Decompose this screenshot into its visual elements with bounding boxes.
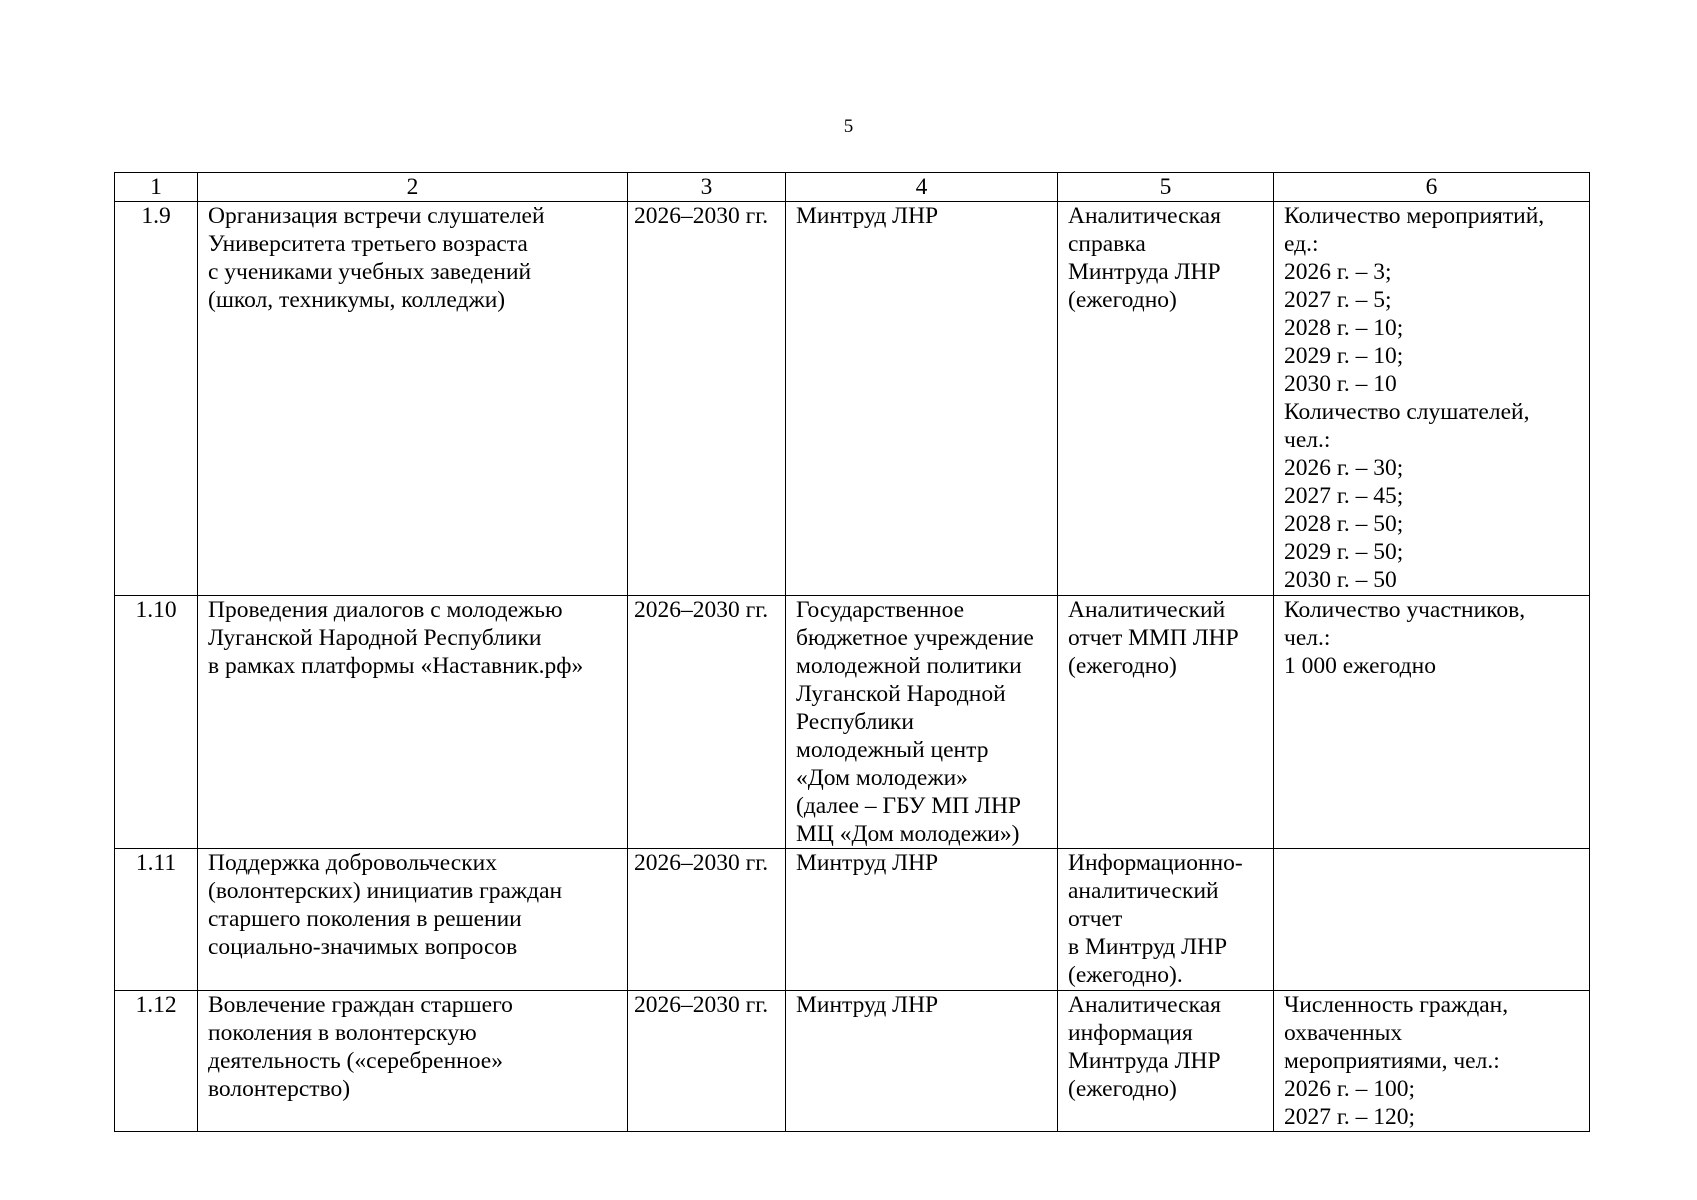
report-form-line: Минтруда ЛНР (1068, 259, 1221, 285)
report-form-line: отчет (1068, 906, 1123, 932)
executor-cell (786, 991, 1058, 1132)
period-cell: 2026–2030 гг. (628, 849, 786, 991)
event-name-line: Вовлечение граждан старшего (208, 992, 513, 1018)
event-name-cell (198, 849, 628, 991)
event-name-line: социально-значимых вопросов (208, 934, 518, 960)
period-cell: 2026–2030 гг. (628, 596, 786, 849)
indicators-line: 2027 г. – 5; (1284, 287, 1392, 313)
report-form-cell (1058, 596, 1274, 849)
executor-cell (786, 849, 1058, 991)
event-name-line: волонтерство) (208, 1076, 351, 1102)
report-form-line: отчет ММП ЛНР (1068, 625, 1239, 651)
report-form-line: Аналитический (1068, 597, 1226, 623)
column-header: 5 (1058, 173, 1274, 202)
executor-line: Минтруд ЛНР (796, 203, 939, 229)
event-name-line: Луганской Народной Республики (208, 625, 542, 651)
indicators-line: 2028 г. – 50; (1284, 511, 1404, 537)
report-form-line: (ежегодно) (1068, 653, 1177, 679)
report-form-line: Аналитическая (1068, 203, 1221, 229)
report-form-line: информация (1068, 1020, 1193, 1046)
report-form-line: Минтруда ЛНР (1068, 1048, 1221, 1074)
executor-line: Минтруд ЛНР (796, 992, 939, 1018)
indicators-line: 2030 г. – 50 (1284, 567, 1397, 593)
plan-table (114, 172, 1590, 1132)
report-form-cell (1058, 202, 1274, 596)
report-form-line: в Минтруд ЛНР (1068, 934, 1228, 960)
report-form-line: (ежегодно). (1068, 962, 1183, 988)
executor-line: Луганской Народной (796, 681, 1006, 707)
table-row (115, 849, 1590, 991)
indicators-line: 1 000 ежегодно (1284, 653, 1436, 679)
indicators-line: 2029 г. – 10; (1284, 343, 1404, 369)
table-row (115, 991, 1590, 1132)
indicators-line: 2028 г. – 10; (1284, 315, 1404, 341)
event-name-line: Проведения диалогов с молодежью (208, 597, 563, 623)
event-name-line: деятельность («серебренное» (208, 1048, 503, 1074)
indicators-cell (1274, 991, 1590, 1132)
report-form-line: аналитический (1068, 878, 1219, 904)
indicators-line: 2026 г. – 30; (1284, 455, 1404, 481)
executor-cell (786, 596, 1058, 849)
executor-line: МЦ «Дом молодежи») (796, 821, 1020, 847)
report-form-line: (ежегодно) (1068, 287, 1177, 313)
indicators-line: охваченных (1284, 1020, 1403, 1046)
event-name-line: старшего поколения в решении (208, 906, 522, 932)
table-header-row (115, 173, 1590, 202)
indicators-cell (1274, 596, 1590, 849)
event-name-cell (198, 991, 628, 1132)
event-name-line: (школ, техникумы, колледжи) (208, 287, 506, 313)
period-cell: 2026–2030 гг. (628, 991, 786, 1132)
executor-line: Республики (796, 709, 914, 735)
event-name-line: поколения в волонтерскую (208, 1020, 477, 1046)
executor-line: молодежный центр (796, 737, 989, 763)
indicators-cell (1274, 202, 1590, 596)
indicators-line: мероприятиями, чел.: (1284, 1048, 1500, 1074)
event-name-cell (198, 202, 628, 596)
indicators-line: 2026 г. – 3; (1284, 259, 1392, 285)
executor-line: Минтруд ЛНР (796, 850, 939, 876)
indicators-line: ед.: (1284, 231, 1319, 257)
report-form-line: справка (1068, 231, 1146, 257)
indicators-line: 2030 г. – 10 (1284, 371, 1397, 397)
row-number-cell: 1.12 (115, 991, 198, 1132)
column-header: 3 (628, 173, 786, 202)
executor-cell (786, 202, 1058, 596)
event-name-line: Университета третьего возраста (208, 231, 528, 257)
indicators-line: 2026 г. – 100; (1284, 1076, 1416, 1102)
column-header: 4 (786, 173, 1058, 202)
event-name-line: (волонтерских) инициатив граждан (208, 878, 563, 904)
column-header: 1 (115, 173, 198, 202)
table-row (115, 596, 1590, 849)
indicators-line: чел.: (1284, 625, 1331, 651)
report-form-line: (ежегодно) (1068, 1076, 1177, 1102)
row-number-cell: 1.10 (115, 596, 198, 849)
period-cell: 2026–2030 гг. (628, 202, 786, 596)
executor-line: бюджетное учреждение (796, 625, 1034, 651)
indicators-line: 2027 г. – 45; (1284, 483, 1404, 509)
event-name-line: Организация встречи слушателей (208, 203, 545, 229)
indicators-line: 2029 г. – 50; (1284, 539, 1404, 565)
report-form-line: Информационно- (1068, 850, 1243, 876)
row-number-cell: 1.11 (115, 849, 198, 991)
report-form-cell (1058, 849, 1274, 991)
report-form-cell (1058, 991, 1274, 1132)
executor-line: (далее – ГБУ МП ЛНР (796, 793, 1021, 819)
column-header: 6 (1274, 173, 1590, 202)
indicators-line: 2027 г. – 120; (1284, 1104, 1416, 1130)
column-header: 2 (198, 173, 628, 202)
event-name-line: Поддержка добровольческих (208, 850, 497, 876)
executor-line: Государственное (796, 597, 965, 623)
indicators-cell (1274, 849, 1590, 991)
indicators-line: Количество слушателей, (1284, 399, 1530, 425)
indicators-line: Количество участников, (1284, 597, 1526, 623)
indicators-line: Количество мероприятий, (1284, 203, 1545, 229)
event-name-line: с учениками учебных заведений (208, 259, 532, 285)
event-name-cell (198, 596, 628, 849)
row-number-cell: 1.9 (115, 202, 198, 596)
report-form-line: Аналитическая (1068, 992, 1221, 1018)
table-row (115, 202, 1590, 596)
event-name-line: в рамках платформы «Наставник.рф» (208, 653, 584, 679)
indicators-line: чел.: (1284, 427, 1331, 453)
executor-line: молодежной политики (796, 653, 1022, 679)
executor-line: «Дом молодежи» (796, 765, 968, 791)
page-number: 5 (843, 116, 854, 137)
indicators-line: Численность граждан, (1284, 992, 1509, 1018)
